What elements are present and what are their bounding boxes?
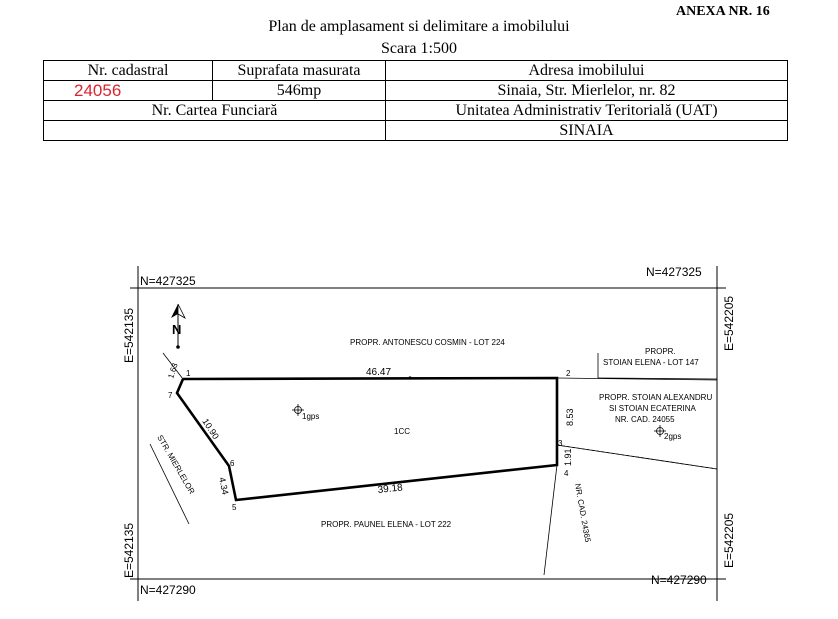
page-title: Plan de amplasament si delimitare a imobilului	[268, 18, 570, 35]
midpoint-marker	[408, 376, 411, 379]
distance-3-4: 1.91	[563, 448, 573, 466]
label-antonescu: PROPR. ANTONESCU COSMIN - LOT 224	[350, 338, 505, 347]
parcel-boundary	[177, 378, 557, 500]
label-stoian-alex-2: SI STOIAN ECATERINA	[609, 404, 696, 413]
coord-n-bottom-left: N=427290	[140, 583, 196, 597]
point-5: 5	[232, 503, 237, 512]
value-address: Sinaia, Str. Mierlelor, nr. 82	[386, 81, 788, 101]
neighbour-boundaries	[150, 353, 717, 575]
point-3: 3	[558, 439, 563, 448]
header-surface: Suprafata masurata	[213, 61, 386, 81]
header-address: Adresa imobilului	[386, 61, 788, 81]
label-parcel: 1CC	[394, 427, 411, 436]
distance-4-5: 39.18	[377, 482, 404, 496]
point-6: 6	[230, 459, 235, 468]
value-uat: SINAIA	[386, 121, 788, 141]
label-cad-24365: NR. CAD. 24365	[573, 482, 593, 544]
value-surface: 546mp	[213, 81, 386, 101]
label-street: STR. MIERLELOR	[155, 433, 197, 496]
coord-n-top-right: N=427325	[646, 265, 702, 279]
point-4: 4	[564, 469, 569, 478]
distance-7-1: 1.63	[166, 362, 180, 380]
label-gps-1: 1gps	[302, 412, 320, 421]
point-1: 1	[186, 369, 191, 378]
header-cadastral: Nr. cadastral	[44, 61, 213, 81]
header-uat: Unitatea Administrativ Teritorială (UAT)	[386, 101, 788, 121]
coord-n-top-left: N=427325	[140, 274, 196, 288]
distance-5-6: 4.34	[217, 476, 231, 496]
distance-6-7: 10.90	[200, 416, 221, 441]
label-stoian-elena-1: PROPR.	[645, 347, 676, 356]
label-paunel: PROPR. PAUNEL ELENA - LOT 222	[321, 520, 452, 529]
coord-n-bottom-right: N=427290	[651, 573, 707, 587]
point-2: 2	[566, 369, 571, 378]
coord-e-left-top: E=542135	[122, 307, 136, 363]
label-stoian-elena-2: STOIAN ELENA - LOT 147	[603, 358, 699, 367]
coord-e-left-bottom: E=542135	[122, 522, 136, 578]
header-carte-funciara: Nr. Cartea Funciară	[44, 101, 386, 121]
coord-e-right-top: E=542205	[722, 295, 736, 351]
label-gps-2: 2gps	[664, 432, 682, 441]
annex-number: ANEXA NR. 16	[676, 4, 770, 19]
plan-frame	[138, 288, 717, 579]
label-stoian-alex-1: PROPR. STOIAN ALEXANDRU	[599, 393, 713, 402]
north-label: N	[172, 322, 182, 337]
point-7: 7	[168, 391, 173, 400]
value-cadastral: 24056	[44, 81, 213, 101]
distance-2-3: 8.53	[565, 408, 575, 426]
coord-e-right-bottom: E=542205	[722, 512, 736, 568]
scale-label: Scara 1:500	[381, 40, 457, 57]
distance-1-2: 46.47	[366, 367, 392, 378]
label-stoian-alex-3: NR. CAD. 24055	[615, 415, 675, 424]
